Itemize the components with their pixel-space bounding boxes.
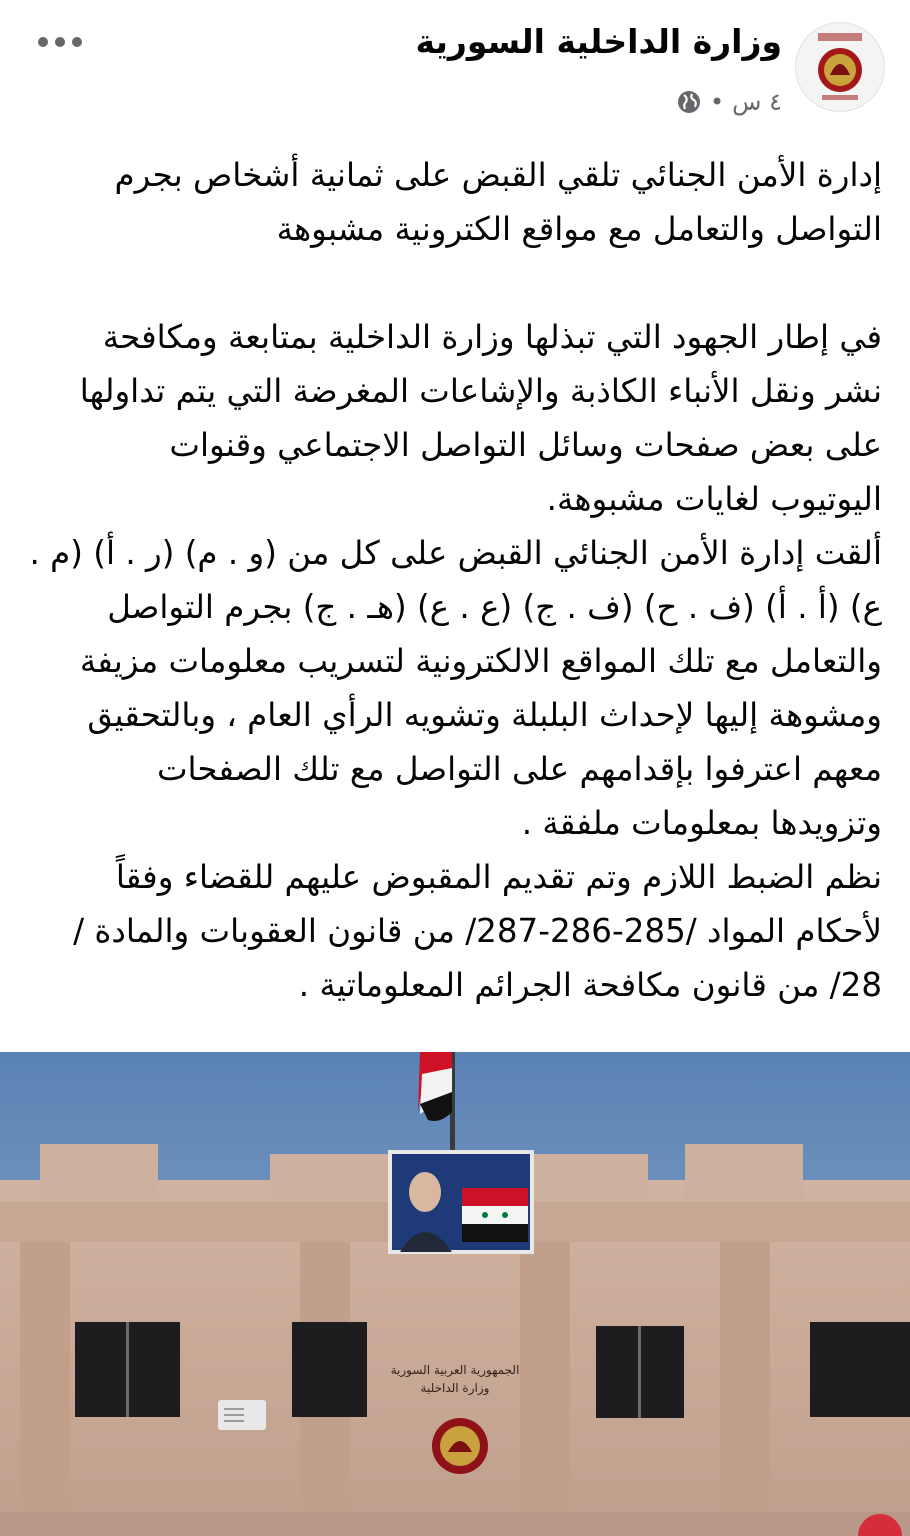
post-body-line: ومشوهة إليها لإحداث البلبلة وتشويه الرأي العام ، وبالتحقيق <box>87 696 882 734</box>
post-header <box>0 0 910 140</box>
post-body-line: في إطار الجهود التي تبذلها وزارة الداخلية بمتابعة ومكافحة <box>102 318 882 356</box>
ministry-logo-icon <box>796 23 884 111</box>
post-body-line: ع) (أ . أ) (ف . ح) (ف . ج) (ع . ع) (هـ . ج) بجرم التواصل <box>107 588 882 626</box>
post-body-line: على بعض صفحات وسائل التواصل الاجتماعي وقنوات <box>169 426 882 464</box>
post-body-line: 28/ من قانون مكافحة الجرائم المعلوماتية . <box>298 966 882 1004</box>
post-body-line: معهم اعترفوا بإقدامهم على التواصل مع تلك الصفحات <box>156 750 882 788</box>
page-avatar[interactable] <box>795 22 885 112</box>
paragraph-gap <box>24 256 882 310</box>
post-body-line: ألقت إدارة الأمن الجنائي القبض على كل من (و . م) (ر . أ) (م . <box>29 534 882 572</box>
meta-separator: • <box>710 88 725 116</box>
post-body-line: لأحكام المواد /285-286-287/ من قانون العقوبات والمادة / <box>73 912 882 950</box>
post-body-line: والتعامل مع تلك المواقع الالكترونية لتسريب معلومات مزيفة <box>79 642 882 680</box>
post-time[interactable]: ٤ س <box>732 88 782 116</box>
post-body-line: نشر ونقل الأنباء الكاذبة والإشاعات المغرضة التي يتم تداولها <box>79 372 882 410</box>
post-photo[interactable] <box>0 1052 910 1536</box>
post-body-line: وتزويدها بمعلومات ملفقة . <box>521 804 882 842</box>
globe-icon[interactable] <box>676 89 702 115</box>
window <box>292 1322 367 1417</box>
post-headline-line: إدارة الأمن الجنائي تلقي القبض على ثمانية أشخاص بجرم <box>114 156 882 194</box>
more-options-icon[interactable] <box>36 28 84 49</box>
page-name[interactable]: وزارة الداخلية السورية <box>415 22 782 61</box>
post-body-line: نظم الضبط اللازم وتم تقديم المقبوض عليهم للقضاء وفقاً <box>115 858 882 896</box>
post-headline-line: التواصل والتعامل مع مواقع الكترونية مشبوهة <box>276 210 882 248</box>
building-sign-line: الجمهورية العربية السورية <box>390 1363 520 1377</box>
post-text <box>24 148 882 1012</box>
post-body-line: اليوتيوب لغايات مشبوهة. <box>546 480 882 518</box>
post-meta <box>676 88 782 116</box>
window <box>810 1322 910 1417</box>
building-sign-line: وزارة الداخلية <box>420 1381 490 1395</box>
